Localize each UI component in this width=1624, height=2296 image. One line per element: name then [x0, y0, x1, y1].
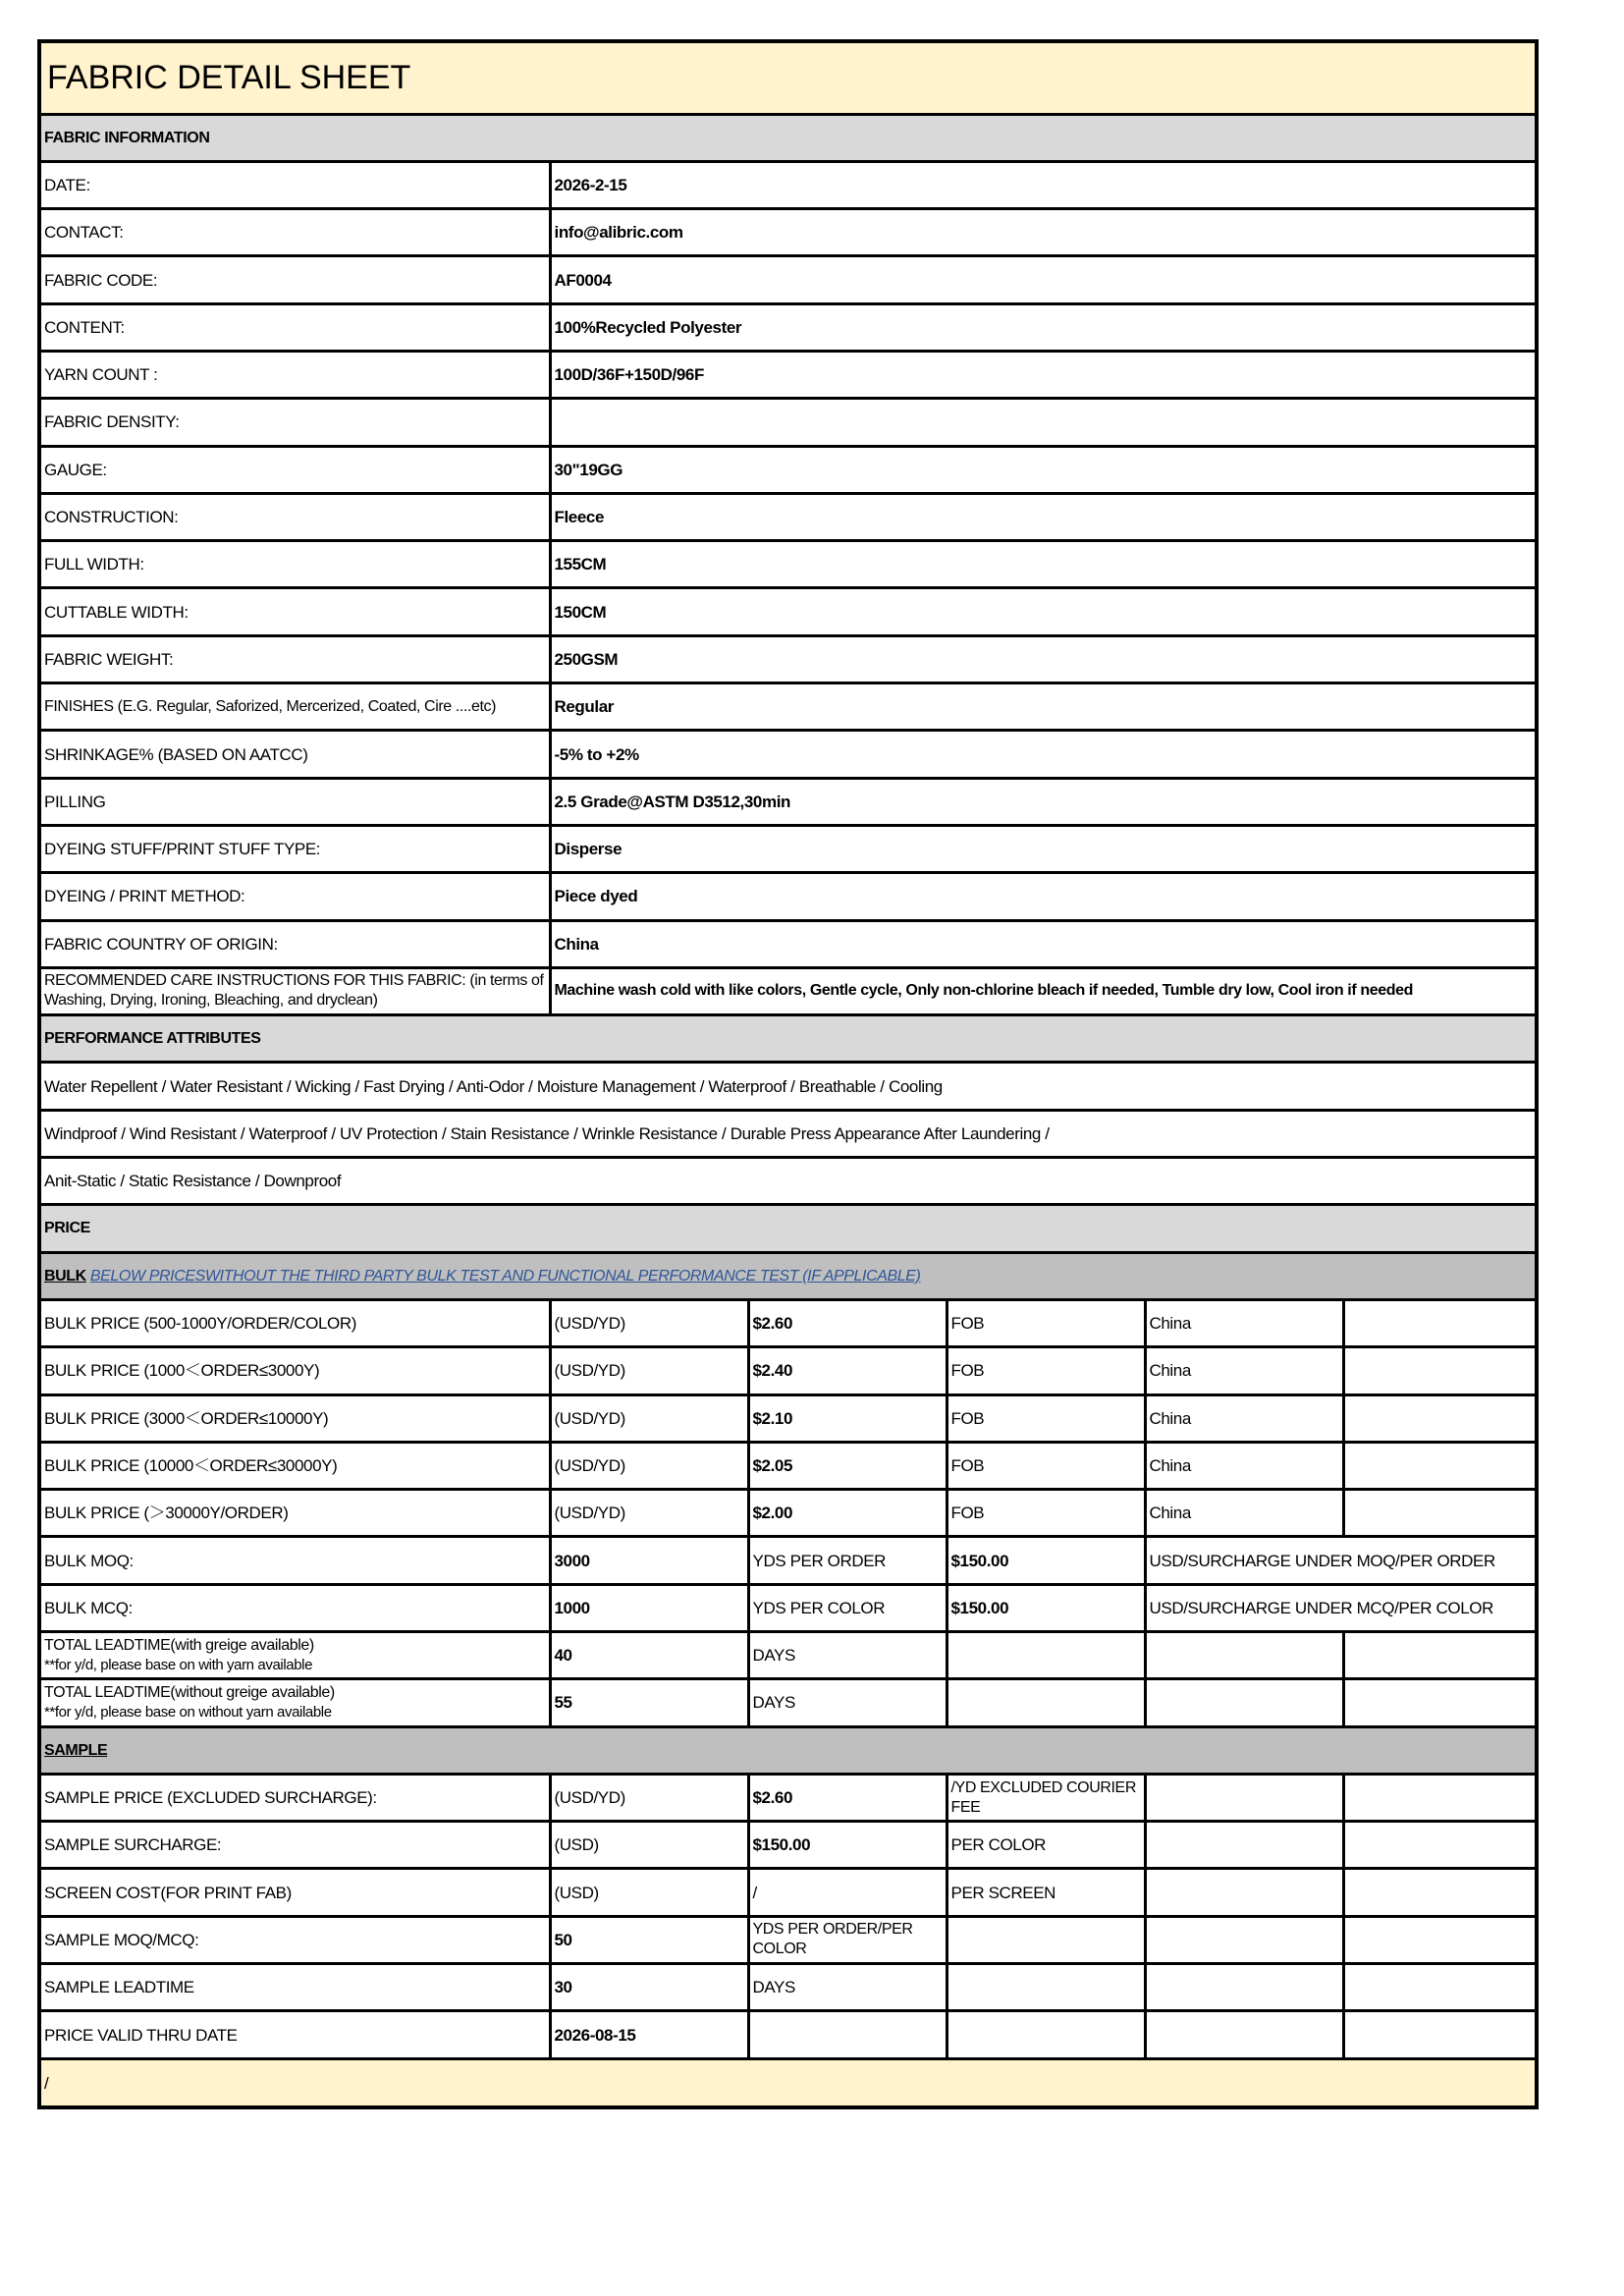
bulk-price-label: BULK PRICE (＞30000Y/ORDER): [41, 1490, 550, 1537]
price-value: $2.00: [748, 1490, 947, 1537]
info-row: [41, 967, 1535, 1014]
sample-label: SAMPLE LEADTIME: [41, 1964, 550, 2011]
empty-cell: [1343, 1442, 1535, 1489]
sample-c2: 30: [550, 1964, 748, 2011]
sample-c3: $2.60: [748, 1774, 947, 1821]
bulk-mcq-unit: YDS PER COLOR: [748, 1584, 947, 1631]
section-performance: [41, 1015, 1535, 1063]
sample-c3: YDS PER ORDER/PER COLOR: [748, 1916, 947, 1963]
info-label: FINISHES (E.G. Regular, Saforized, Mercerized, Coated, Cire ....etc): [41, 683, 550, 731]
bulk-moq-row: [41, 1537, 1535, 1584]
footer-row: [41, 2058, 1535, 2105]
info-row: [41, 731, 1535, 778]
info-label: FULL WIDTH:: [41, 541, 550, 588]
sample-c3: [748, 2011, 947, 2058]
info-value: 250GSM: [550, 635, 1535, 683]
leadtime-title: TOTAL LEADTIME(with greige available): [44, 1636, 314, 1654]
leadtime-label: [41, 1679, 550, 1726]
info-label: RECOMMENDED CARE INSTRUCTIONS FOR THIS FABRIC: (in terms of Washing, Drying, Ironing, Bleaching, and dryclean): [41, 967, 550, 1014]
info-value: Piece dyed: [550, 873, 1535, 920]
bulk-heading: [41, 1252, 1535, 1299]
performance-row: [41, 1110, 1535, 1157]
info-value: AF0004: [550, 256, 1535, 303]
info-value: 100D/36F+150D/96F: [550, 351, 1535, 398]
info-label: DYEING STUFF/PRINT STUFF TYPE:: [41, 825, 550, 872]
sample-row: [41, 1774, 1535, 1821]
empty-cell: [1343, 1679, 1535, 1726]
info-row: [41, 493, 1535, 540]
page-title: FABRIC DETAIL SHEET: [41, 43, 1535, 114]
info-value: Machine wash cold with like colors, Gentle cycle, Only non-chlorine bleach if needed, Tumble dry low, Cool iron if needed: [550, 967, 1535, 1014]
price-port: China: [1145, 1442, 1343, 1489]
sample-label: SAMPLE SURCHARGE:: [41, 1822, 550, 1869]
info-value: 150CM: [550, 588, 1535, 635]
leadtime-note: **for y/d, please base on without yarn available: [44, 1703, 332, 1721]
empty-cell: [1145, 1869, 1343, 1916]
info-row: [41, 399, 1535, 446]
price-port: China: [1145, 1490, 1343, 1537]
info-label: GAUGE:: [41, 446, 550, 493]
info-label: CONSTRUCTION:: [41, 493, 550, 540]
leadtime-value: 55: [550, 1679, 748, 1726]
bulk-moq-surcharge: $150.00: [947, 1537, 1145, 1584]
price-term: FOB: [947, 1442, 1145, 1489]
info-label: CONTENT:: [41, 303, 550, 351]
performance-row: [41, 1158, 1535, 1205]
leadtime-row: [41, 1632, 1535, 1679]
leadtime-unit: DAYS: [748, 1679, 947, 1726]
sample-c4: [947, 2011, 1145, 2058]
price-term: FOB: [947, 1490, 1145, 1537]
sample-heading: [41, 1726, 1535, 1774]
empty-cell: [1145, 1774, 1343, 1821]
sample-label: PRICE VALID THRU DATE: [41, 2011, 550, 2058]
info-row: [41, 873, 1535, 920]
sample-label: SAMPLE MOQ/MCQ:: [41, 1916, 550, 1963]
sample-c2: 2026-08-15: [550, 2011, 748, 2058]
empty-cell: [1343, 2011, 1535, 2058]
price-value: $2.60: [748, 1299, 947, 1346]
leadtime-title: TOTAL LEADTIME(without greige available): [44, 1683, 335, 1701]
info-row: [41, 351, 1535, 398]
price-port: China: [1145, 1299, 1343, 1346]
bulk-price-row: [41, 1347, 1535, 1394]
price-unit: (USD/YD): [550, 1490, 748, 1537]
info-value: Disperse: [550, 825, 1535, 872]
empty-cell: [1343, 1822, 1535, 1869]
empty-cell: [1343, 1299, 1535, 1346]
sheet-table: [41, 43, 1535, 2105]
sample-c3: DAYS: [748, 1964, 947, 2011]
bulk-label: BULK: [44, 1267, 86, 1285]
sample-c2: (USD/YD): [550, 1774, 748, 1821]
info-row: [41, 303, 1535, 351]
leadtime-note: **for y/d, please base on with yarn available: [44, 1656, 313, 1673]
info-row: [41, 683, 1535, 731]
bulk-price-label: BULK PRICE (3000＜ORDER≤10000Y): [41, 1394, 550, 1442]
price-term: FOB: [947, 1299, 1145, 1346]
info-row: [41, 209, 1535, 256]
empty-cell: [1343, 1916, 1535, 1963]
section-sample: [41, 1726, 1535, 1774]
info-value: 30"19GG: [550, 446, 1535, 493]
info-label: FABRIC WEIGHT:: [41, 635, 550, 683]
info-row: [41, 588, 1535, 635]
bulk-price-row: [41, 1394, 1535, 1442]
section-heading: PRICE: [41, 1205, 1535, 1252]
empty-cell: [947, 1632, 1145, 1679]
empty-cell: [1145, 1822, 1343, 1869]
sample-c4: [947, 1964, 1145, 2011]
bulk-price-label: BULK PRICE (500-1000Y/ORDER/COLOR): [41, 1299, 550, 1346]
bulk-mcq-surcharge: $150.00: [947, 1584, 1145, 1631]
info-label: SHRINKAGE% (BASED ON AATCC): [41, 731, 550, 778]
bulk-moq-note: USD/SURCHARGE UNDER MOQ/PER ORDER: [1145, 1537, 1535, 1584]
info-value: 155CM: [550, 541, 1535, 588]
info-row: [41, 256, 1535, 303]
info-value: [550, 399, 1535, 446]
sample-row: [41, 2011, 1535, 2058]
empty-cell: [1145, 1632, 1343, 1679]
info-row: [41, 778, 1535, 825]
price-value: $2.40: [748, 1347, 947, 1394]
sample-c4: [947, 1916, 1145, 1963]
sample-c3: $150.00: [748, 1822, 947, 1869]
empty-cell: [1343, 1869, 1535, 1916]
bulk-price-row: [41, 1490, 1535, 1537]
bulk-moq-qty: 3000: [550, 1537, 748, 1584]
empty-cell: [1145, 1916, 1343, 1963]
leadtime-label: [41, 1632, 550, 1679]
info-value: 2.5 Grade@ASTM D3512,30min: [550, 778, 1535, 825]
info-value: 2026-2-15: [550, 161, 1535, 208]
info-row: [41, 825, 1535, 872]
sample-row: [41, 1916, 1535, 1963]
empty-cell: [947, 1679, 1145, 1726]
section-heading: FABRIC INFORMATION: [41, 114, 1535, 161]
empty-cell: [1343, 1964, 1535, 2011]
price-term: FOB: [947, 1394, 1145, 1442]
sample-row: [41, 1869, 1535, 1916]
footer-note: /: [41, 2058, 1535, 2105]
sample-c2: (USD): [550, 1822, 748, 1869]
bulk-mcq-label: BULK MCQ:: [41, 1584, 550, 1631]
info-label: FABRIC DENSITY:: [41, 399, 550, 446]
price-unit: (USD/YD): [550, 1394, 748, 1442]
leadtime-value: 40: [550, 1632, 748, 1679]
leadtime-unit: DAYS: [748, 1632, 947, 1679]
info-row: [41, 635, 1535, 683]
leadtime-row: [41, 1679, 1535, 1726]
empty-cell: [1145, 1679, 1343, 1726]
section-price: [41, 1205, 1535, 1252]
info-row: [41, 446, 1535, 493]
price-port: China: [1145, 1347, 1343, 1394]
info-label: CUTTABLE WIDTH:: [41, 588, 550, 635]
info-label: DATE:: [41, 161, 550, 208]
empty-cell: [1343, 1490, 1535, 1537]
price-value: $2.05: [748, 1442, 947, 1489]
bulk-moq-unit: YDS PER ORDER: [748, 1537, 947, 1584]
title-row: [41, 43, 1535, 114]
bulk-price-label: BULK PRICE (1000＜ORDER≤3000Y): [41, 1347, 550, 1394]
sample-c4: PER SCREEN: [947, 1869, 1145, 1916]
bulk-moq-label: BULK MOQ:: [41, 1537, 550, 1584]
performance-attributes: Water Repellent / Water Resistant / Wicking / Fast Drying / Anti-Odor / Moisture Management / Waterproof / Breathable / Cooling: [41, 1063, 1535, 1110]
empty-cell: [1145, 1964, 1343, 2011]
section-heading: PERFORMANCE ATTRIBUTES: [41, 1015, 1535, 1063]
bulk-mcq-note: USD/SURCHARGE UNDER MCQ/PER COLOR: [1145, 1584, 1535, 1631]
empty-cell: [1145, 2011, 1343, 2058]
info-value: Regular: [550, 683, 1535, 731]
info-row: [41, 541, 1535, 588]
sample-c3: /: [748, 1869, 947, 1916]
sample-c2: (USD): [550, 1869, 748, 1916]
empty-cell: [1343, 1347, 1535, 1394]
info-label: FABRIC COUNTRY OF ORIGIN:: [41, 920, 550, 967]
info-value: Fleece: [550, 493, 1535, 540]
empty-cell: [1343, 1394, 1535, 1442]
price-unit: (USD/YD): [550, 1299, 748, 1346]
sample-label: SAMPLE PRICE (EXCLUDED SURCHARGE):: [41, 1774, 550, 1821]
performance-row: [41, 1063, 1535, 1110]
price-unit: (USD/YD): [550, 1347, 748, 1394]
sample-label: SAMPLE: [44, 1741, 108, 1759]
info-label: CONTACT:: [41, 209, 550, 256]
price-value: $2.10: [748, 1394, 947, 1442]
sample-c4: /YD EXCLUDED COURIER FEE: [947, 1774, 1145, 1821]
performance-attributes: Anit-Static / Static Resistance / Downproof: [41, 1158, 1535, 1205]
sample-c4: PER COLOR: [947, 1822, 1145, 1869]
empty-cell: [1343, 1774, 1535, 1821]
price-unit: (USD/YD): [550, 1442, 748, 1489]
bulk-mcq-row: [41, 1584, 1535, 1631]
info-value: -5% to +2%: [550, 731, 1535, 778]
sample-row: [41, 1964, 1535, 2011]
sample-c2: 50: [550, 1916, 748, 1963]
bulk-mcq-qty: 1000: [550, 1584, 748, 1631]
performance-attributes: Windproof / Wind Resistant / Waterproof / UV Protection / Stain Resistance / Wrinkle Resistance / Durable Press Appearance After Laundering /: [41, 1110, 1535, 1157]
empty-cell: [1343, 1632, 1535, 1679]
info-row: [41, 920, 1535, 967]
info-label: DYEING / PRINT METHOD:: [41, 873, 550, 920]
bulk-price-row: [41, 1442, 1535, 1489]
info-label: PILLING: [41, 778, 550, 825]
bulk-price-row: [41, 1299, 1535, 1346]
info-label: YARN COUNT :: [41, 351, 550, 398]
info-value: info@alibric.com: [550, 209, 1535, 256]
sample-label: SCREEN COST(FOR PRINT FAB): [41, 1869, 550, 1916]
bulk-heading-row: [41, 1252, 1535, 1299]
fabric-detail-sheet: [37, 39, 1539, 2109]
info-row: [41, 161, 1535, 208]
sample-row: [41, 1822, 1535, 1869]
price-term: FOB: [947, 1347, 1145, 1394]
bulk-note-link[interactable]: BELOW PRICESWITHOUT THE THIRD PARTY BULK TEST AND FUNCTIONAL PERFORMANCE TEST (IF APPLICABLE): [89, 1267, 921, 1285]
bulk-price-label: BULK PRICE (10000＜ORDER≤30000Y): [41, 1442, 550, 1489]
price-port: China: [1145, 1394, 1343, 1442]
info-value: 100%Recycled Polyester: [550, 303, 1535, 351]
info-label: FABRIC CODE:: [41, 256, 550, 303]
section-fabric-information: [41, 114, 1535, 161]
info-value: China: [550, 920, 1535, 967]
